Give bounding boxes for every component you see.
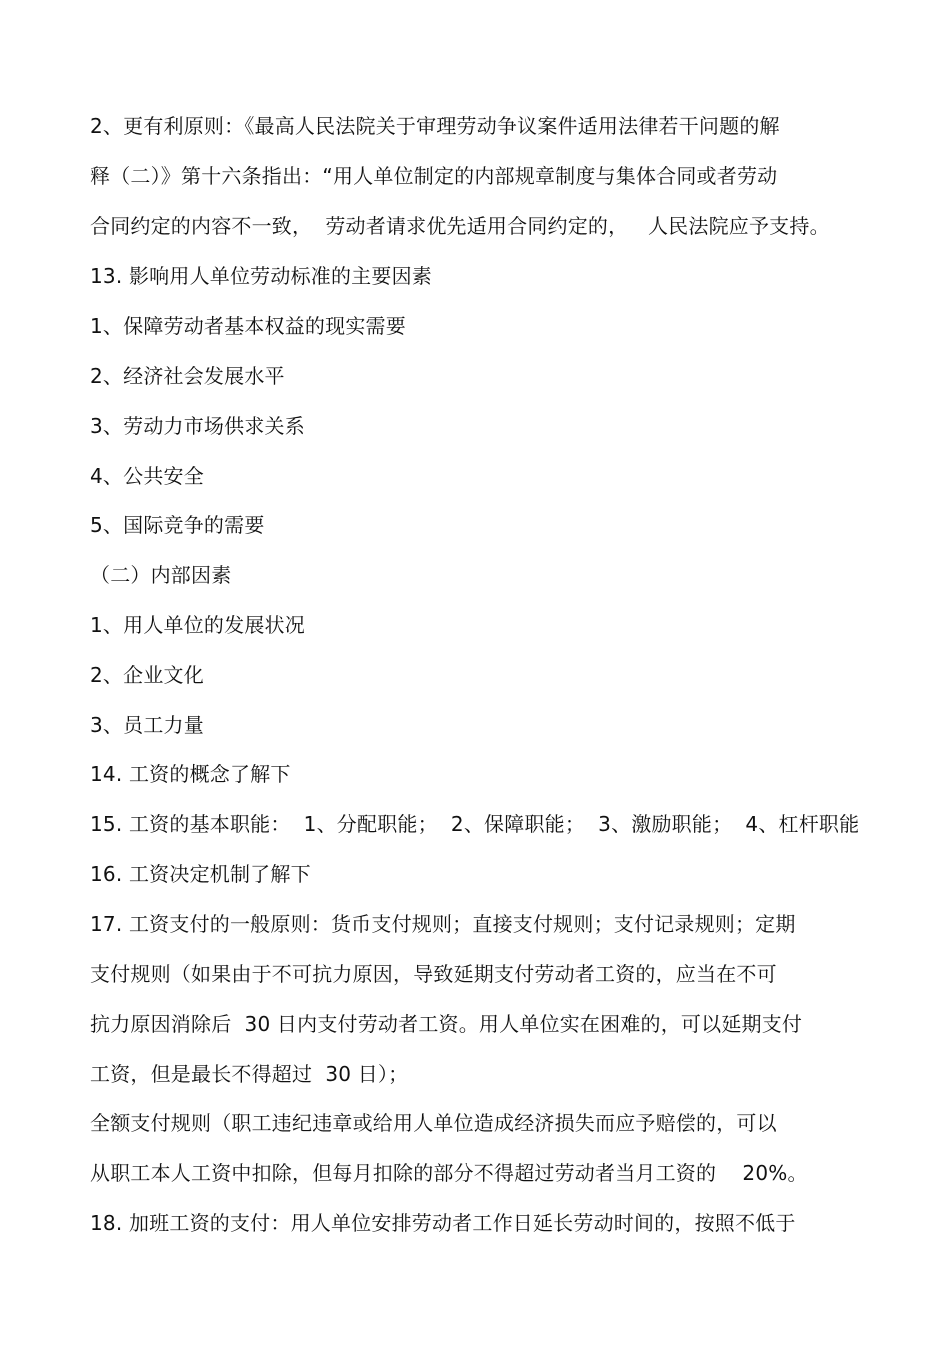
section-heading: 18. 加班工资的支付：用人单位安排劳动者工作日延长劳动时间的，按照不低于: [90, 1211, 796, 1235]
section-heading: 15. 工资的基本职能： 1、分配职能； 2、保障职能； 3、激励职能； 4、杠杆职能: [90, 812, 860, 836]
section-heading: 16. 工资决定机制了解下: [90, 862, 311, 886]
section-heading: 14. 工资的概念了解下: [90, 762, 291, 786]
list-item: 2、企业文化: [90, 663, 204, 687]
text-line: 合同约定的内容不一致， 劳动者请求优先适用合同约定的， 人民法院应予支持。: [90, 214, 830, 238]
list-item: 3、劳动力市场供求关系: [90, 414, 305, 438]
subsection-heading: （二）内部因素: [90, 563, 232, 587]
text-line: 全额支付规则（职工违纪违章或给用人单位造成经济损失而应予赔偿的，可以: [90, 1111, 777, 1135]
list-item: 4、公共安全: [90, 464, 204, 488]
section-heading: 17. 工资支付的一般原则：货币支付规则；直接支付规则；支付记录规则；定期: [90, 912, 796, 936]
section-heading: 13. 影响用人单位劳动标准的主要因素: [90, 264, 432, 288]
list-item: 5、国际竞争的需要: [90, 513, 265, 537]
list-item: 1、保障劳动者基本权益的现实需要: [90, 314, 406, 338]
list-item: 1、用人单位的发展状况: [90, 613, 305, 637]
text-line: 工资，但是最长不得超过 30 日）；: [90, 1062, 409, 1086]
text-line: 从职工本人工资中扣除，但每月扣除的部分不得超过劳动者当月工资的 20%。: [90, 1161, 808, 1185]
list-item: 2、经济社会发展水平: [90, 364, 285, 388]
text-line: 2、更有利原则：《最高人民法院关于审理劳动争议案件适用法律若干问题的解: [90, 114, 780, 138]
list-item: 3、员工力量: [90, 713, 204, 737]
text-line: 释（二）》第十六条指出：“用人单位制定的内部规章制度与集体合同或者劳动: [90, 164, 778, 188]
text-line: 支付规则（如果由于不可抗力原因，导致延期支付劳动者工资的，应当在不可: [90, 962, 777, 986]
text-line: 抗力原因消除后 30 日内支付劳动者工资。用人单位实在困难的，可以延期支付: [90, 1012, 803, 1036]
